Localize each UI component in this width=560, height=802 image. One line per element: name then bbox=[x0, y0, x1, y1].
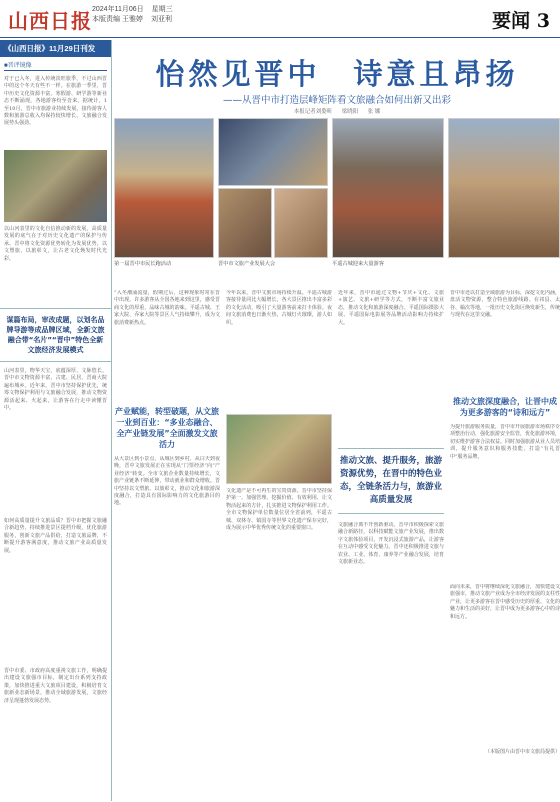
text-column bbox=[226, 290, 332, 795]
text-column bbox=[114, 290, 220, 795]
sidebar-headline: 谋篇布局，审改成题，以划名品牌导游等成品牌区域，全新文旅融合带“名片”“晋中”特色全新文旅经济发展模式 bbox=[0, 308, 111, 362]
article-subtitle: ——从晋中市打造层峰矩阵看文旅融合如何出新又出彩 bbox=[222, 95, 451, 106]
photo-village bbox=[226, 414, 332, 484]
sidebar-paragraph: 如何高质量提升文旅品质？晋中市把握文旅融合新趋势，持续推进景区提档升级，优化旅游服务，创新文旅产品供给，打造文旅品牌，不断提升游客满意度，推动文旅产业高质量发展。 bbox=[4, 518, 107, 554]
article-paragraph: “入冬潮涌流量，假期过后，这种现象时常在晋中出现。许多游客从全国各地来到这里，感受晋商文化的厚重，品味古城的韵味。平遥古城、王家大院、乔家大院等景区人气持续攀升，成为文旅消费新热点。 bbox=[114, 290, 220, 326]
masthead-meta bbox=[92, 5, 181, 25]
sidebar-sub-label: ■晋评镜像 bbox=[4, 60, 107, 71]
issue-date: 2024年11月06日 bbox=[92, 6, 144, 13]
byline-reporter: 本报记者刘姿昕 bbox=[293, 109, 333, 115]
top-photo-band bbox=[114, 118, 560, 273]
article-byline bbox=[114, 107, 560, 115]
photo-ancient-city bbox=[448, 118, 560, 258]
article-paragraph: 面向未来，晋中将继续深化文旅融合，加快建设文旅强市，推动文旅产业成为全市经济发展的支柱性产业，让更多游客在晋中感受历史的厚重、文化的魅力和生活的美好，让晋中成为更多游客心中的诗和远方。 bbox=[450, 584, 560, 620]
masthead bbox=[0, 0, 560, 38]
sidebar-paragraph: 晋中市委、市政府高度重视文旅工作，明确提出建设文旅强市目标，制定出台系列支持政策，加快推进重大文旅项目建设，积极培育文旅新业态新场景，推动全域旅游发展，文旅经济呈现蓬勃发展态势。 bbox=[4, 668, 107, 704]
photo-credit: （本版图片由晋中市文旅局提供） bbox=[484, 749, 560, 755]
proof-credit: 刘亚利 bbox=[150, 16, 172, 23]
newspaper-logo: 山西日报 bbox=[8, 9, 92, 33]
byline-reporter: 张 娜 bbox=[367, 109, 381, 115]
photo-festival bbox=[114, 118, 214, 258]
photo-grid-1 bbox=[218, 188, 272, 258]
sidebar-column bbox=[0, 40, 112, 801]
article-paragraph: 为提升旅游服务质量，晋中市开展旅游市场秩序专项整治行动，强化旅游安全监管，优化旅游环境，切实维护游客合法权益。同时加强旅游从业人员培训，提升服务意识和服务技能，打造“有礼晋中”服务品牌。 bbox=[450, 424, 560, 460]
photo-conference bbox=[218, 118, 328, 186]
article-paragraph: 今年以来，晋中文旅市场持续升温。平遥古城游客接待量同比大幅增长，各大景区推出丰富多彩的文化活动，吸引了大量游客前来打卡体验。夜间文旅消费也日渐火热，古城灯火璀璨，游人如织。 bbox=[226, 290, 332, 326]
page-label: 要闻 3 bbox=[492, 10, 550, 32]
section-subhead: 推动文旅深度融合，让晋中成为更多游客的“诗和远方” bbox=[453, 397, 557, 417]
sidebar-paragraph: 以山河表里的文化自信推动新的发展，高质量发展的底气在于对历史文化遗产的保护与传承。晋中将文化资源优势转化为发展优势，以文塑旅、以旅彰文，让古老文化焕发时代光彩。 bbox=[4, 226, 107, 262]
article-paragraph: 文化遗产是不可再生的宝贵资源。晋中市坚持保护第一、加强管理、挖掘价值、有效利用、让文物活起来的方针，扎实推进文物保护利用工作。全市文物保护单位数量位居全省前列，平遥古城、双林寺、镇国寺等世界文化遗产保存完好，成为展示中华优秀传统文化的重要窗口。 bbox=[226, 488, 332, 532]
text-column bbox=[338, 290, 444, 795]
issue-weekday: 星期三 bbox=[151, 6, 173, 13]
article-paragraph: 晋中市还以打造全域旅游为目标，深挖文化内涵，盘活文物资源，整合特色旅游线路。在祁县、太谷、榆次等地，一批历史文化街区焕发新生，传统与现代在这里交融。 bbox=[450, 290, 560, 319]
sidebar-paragraph: 山河表里，物华天宝，底蕴深厚，文脉悠长。晋中市文物资源丰富，古建、民居、晋商大院遍布城乡。近年来，晋中市坚持保护优先，统筹文物保护利用与文旅融合发展，推动文物资源活起来、火起来，让游客在行走中读懂晋中。 bbox=[4, 368, 107, 412]
lower-body bbox=[114, 290, 560, 795]
photo-grid-2 bbox=[274, 188, 328, 258]
article-paragraph: 文旅融合离不开创新驱动。晋中市积极探索文旅融合新路径，以科技赋能文旅产业发展，推出数字文旅体验项目，开发沉浸式旅游产品，让游客在互动中感受文化魅力。晋中还积极推进文旅与农业、工业、体育、康养等产业融合发展，培育文旅新业态。 bbox=[338, 522, 444, 566]
sidebar-paragraph: 对于已入冬，进入传统淡旺旅季，不过山西晋中的这个冬天有些不一样。在旅游一季里，晋中历史文化资源丰富，寒假游、研学游等新业态不断涌现，各地游客纷至沓来。据统计，1至10月，晋中市旅游业持续发展，接待游客人数和旅游总收入均保持较快增长，文旅融合发展势头强劲。 bbox=[4, 76, 107, 127]
section-subhead: 产业赋能，转型破题，从文旅一业到百业：“多业态融合、全产业链发展”全面激发文旅活力 bbox=[115, 407, 219, 449]
editor-credit: 本版责编 王雅婷 bbox=[92, 16, 143, 23]
pull-quote: 推动文旅、提升服务，旅游资源优势，在晋中的特色业态，全链条活力与，旅游业高质量发展 bbox=[338, 448, 444, 514]
main-article bbox=[114, 40, 560, 801]
text-column bbox=[450, 290, 560, 795]
sidebar-heading: 《山西日报》11月29日刊发 bbox=[0, 40, 111, 57]
photo-caption: 晋中市文旅产业发展大会 bbox=[218, 261, 276, 267]
photo-crowd bbox=[332, 118, 444, 258]
photo-caption: 平遥古城迎来大量游客 bbox=[332, 261, 384, 267]
photo-caption: 第一届晋中市民长跑活动 bbox=[114, 261, 172, 267]
sidebar-photo bbox=[4, 150, 107, 222]
article-title: 怡然见晋中 诗意且昂扬 bbox=[155, 57, 519, 91]
article-paragraph: 近年来，晋中市通过文物+节庆+文化、文旅+演艺、文旅+研学等方式，不断丰富文旅业态，推动文化和旅游深度融合。平遥国际摄影大展、平遥国际电影展等品牌活动影响力持续扩大。 bbox=[338, 290, 444, 326]
article-paragraph: 从大景区到小景点，从城区到乡村，从白天到夜晚，晋中文旅发展正在实现从“门票经济”向“产业经济”转变。全市文旅企业数量持续增长，文旅产业链条不断延伸，带动就业和群众增收。晋中坚持以文塑旅、以旅彰文，推动文化和旅游深度融合，打造具有国际影响力的文化旅游目的地。 bbox=[114, 456, 220, 507]
byline-reporter: 梁晓阳 bbox=[341, 109, 359, 115]
